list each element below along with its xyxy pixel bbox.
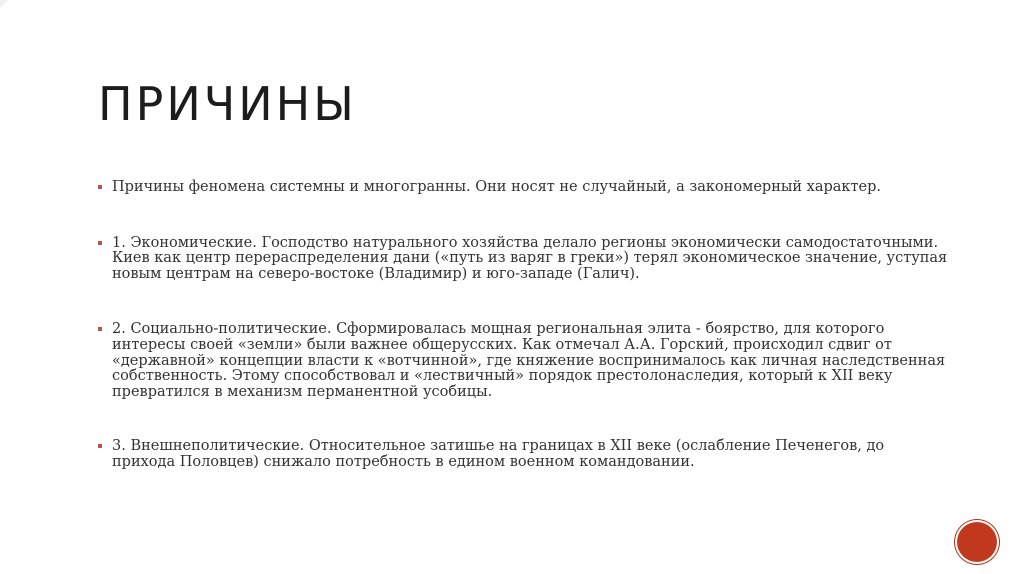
corner-decoration [0, 0, 8, 8]
slide-badge [957, 522, 997, 562]
bullet-list [98, 180, 948, 471]
bullet-item-social-political: 2. Социально-политические. Сформировалась мощная региональная элита - боярство, для которого интересы своей «земли» были важнее общерусских. Как отмечал А.А. Горский, происходил сдвиг от «державной» концепции власти к «вотчинной», где княжение воспринималось как личная наследственная собственность. Этому способствовал и «лествичный» порядок престолонаследия, который к XII веку превратился в механизм перманентной усобицы. [98, 322, 948, 400]
bullet-item-foreign-policy: 3. Внешнеполитические. Относительное затишье на границах в XII веке (ослабление Печенегов, до прихода Половцев) снижало потребность в едином военном командовании. [98, 439, 948, 470]
bullet-item-intro: Причины феномена системны и многогранны. Они носят не случайный, а закономерный характер. [98, 180, 948, 196]
bullet-item-economic: 1. Экономические. Господство натурального хозяйства делало регионы экономически самодостаточными. Киев как центр перераспределения дани («путь из варяг в греки») терял экономическое значение, уступая новым центрам на северо-востоке (Владимир) и юго-западе (Галич). [98, 236, 948, 283]
slide-title: ПРИЧИНЫ [98, 77, 357, 131]
